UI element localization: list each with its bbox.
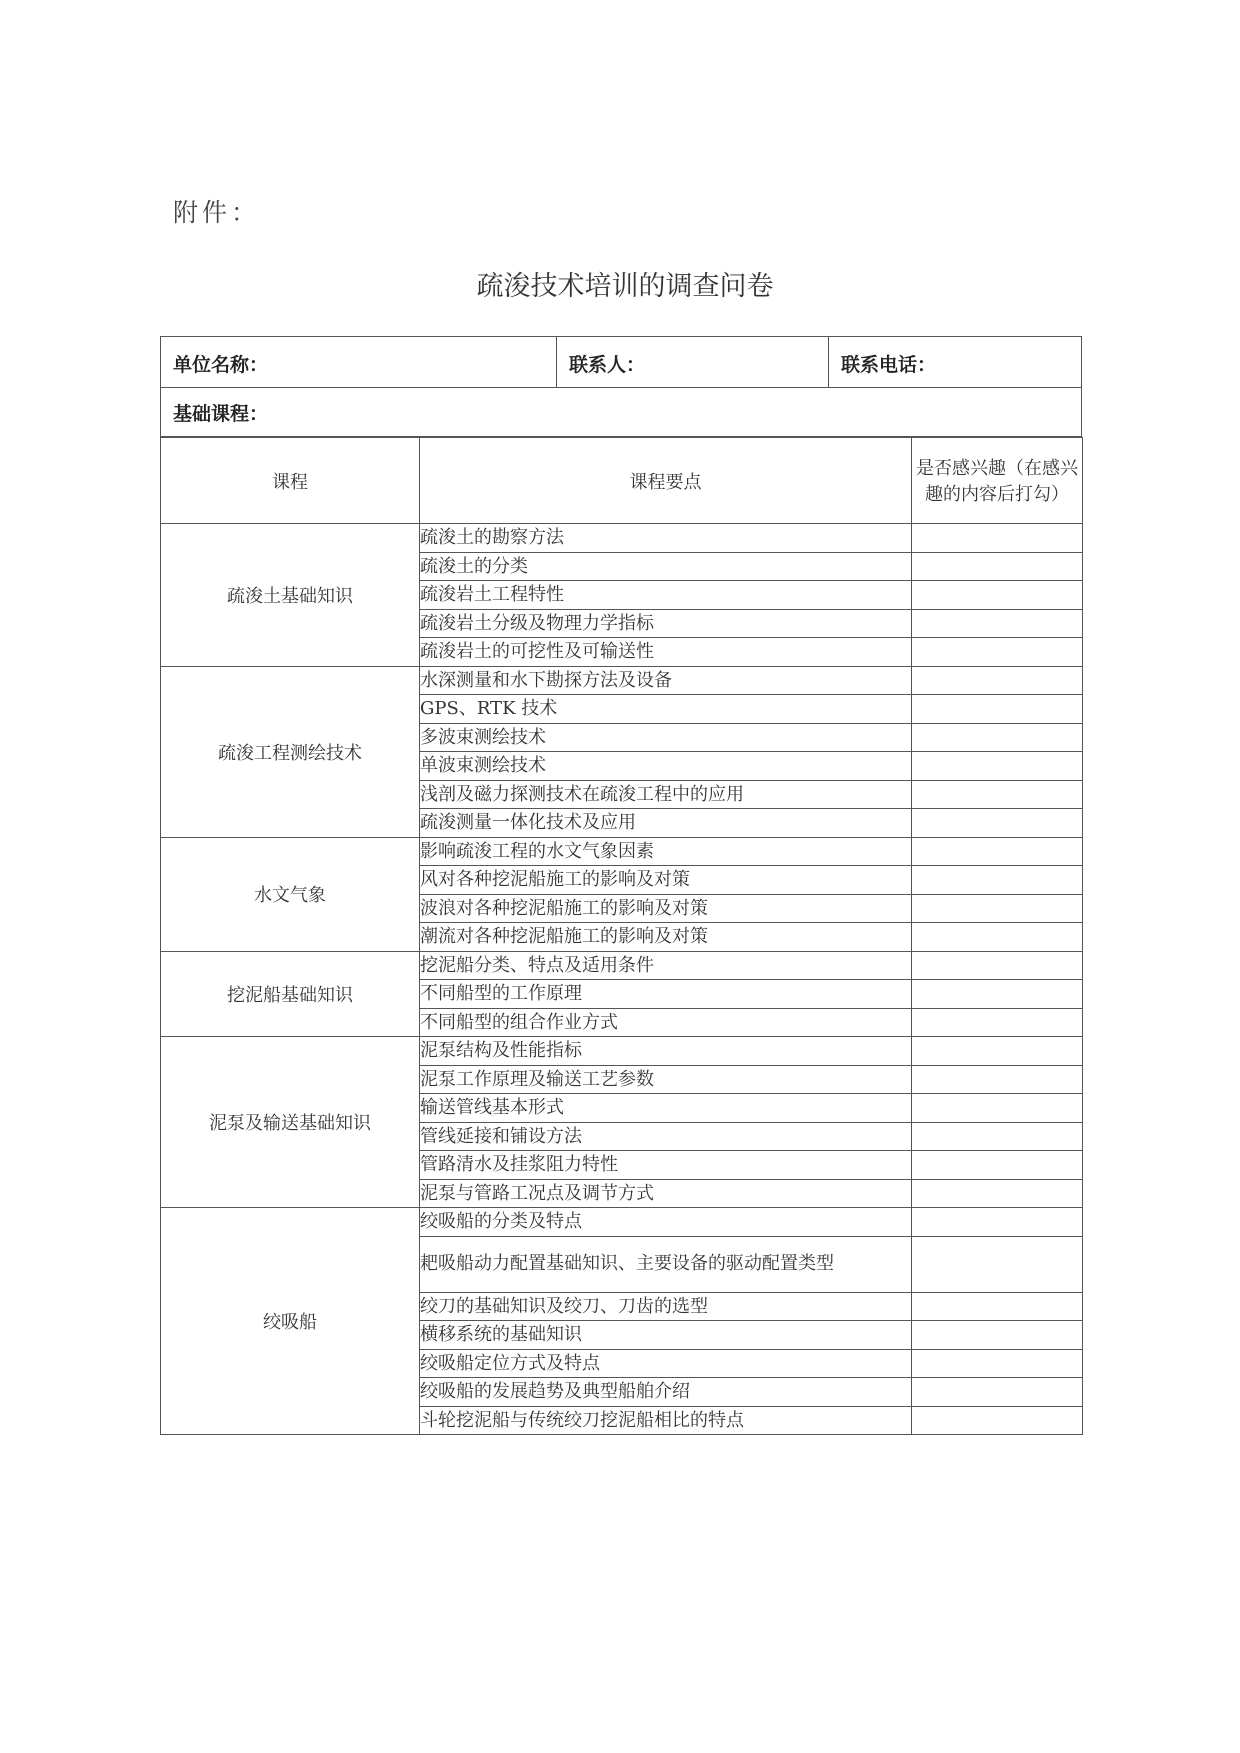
course-category: 疏浚工程测绘技术	[161, 666, 420, 837]
course-point: 风对各种挖泥船施工的影响及对策	[420, 866, 912, 895]
course-point: 潮流对各种挖泥船施工的影响及对策	[420, 923, 912, 952]
course-category: 泥泵及输送基础知识	[161, 1037, 420, 1208]
course-point: 横移系统的基础知识	[420, 1321, 912, 1350]
course-point: 绞刀的基础知识及绞刀、刀齿的选型	[420, 1292, 912, 1321]
interest-checkbox-cell[interactable]	[912, 866, 1083, 895]
interest-checkbox-cell[interactable]	[912, 1378, 1083, 1407]
interest-checkbox-cell[interactable]	[912, 1321, 1083, 1350]
attachment-label: 附件：	[173, 198, 261, 227]
interest-checkbox-cell[interactable]	[912, 695, 1083, 724]
course-point: 疏浚岩土分级及物理力学指标	[420, 609, 912, 638]
course-point: 耙吸船动力配置基础知识、主要设备的驱动配置类型	[420, 1236, 912, 1292]
course-category: 水文气象	[161, 837, 420, 951]
table-row	[161, 1037, 1083, 1066]
interest-checkbox-cell[interactable]	[912, 752, 1083, 781]
interest-checkbox-cell[interactable]	[912, 1094, 1083, 1123]
interest-checkbox-cell[interactable]	[912, 552, 1083, 581]
table-row	[161, 951, 1083, 980]
contact-info-row	[160, 336, 1082, 388]
course-point: 斗轮挖泥船与传统绞刀挖泥船相比的特点	[420, 1406, 912, 1435]
table-row	[161, 837, 1083, 866]
course-point: 绞吸船的发展趋势及典型船舶介绍	[420, 1378, 912, 1407]
course-point: 绞吸船定位方式及特点	[420, 1349, 912, 1378]
interest-checkbox-cell[interactable]	[912, 1236, 1083, 1292]
table-row	[161, 524, 1083, 553]
course-point: 影响疏浚工程的水文气象因素	[420, 837, 912, 866]
table-header-row	[161, 438, 1083, 524]
course-point: 疏浚岩土的可挖性及可输送性	[420, 638, 912, 667]
course-point: 绞吸船的分类及特点	[420, 1208, 912, 1237]
interest-checkbox-cell[interactable]	[912, 780, 1083, 809]
interest-checkbox-cell[interactable]	[912, 980, 1083, 1009]
course-category: 疏浚土基础知识	[161, 524, 420, 667]
interest-checkbox-cell[interactable]	[912, 666, 1083, 695]
interest-checkbox-cell[interactable]	[912, 837, 1083, 866]
course-point: 疏浚土的分类	[420, 552, 912, 581]
table-row	[161, 666, 1083, 695]
course-point: 疏浚土的勘察方法	[420, 524, 912, 553]
course-table	[160, 437, 1083, 1435]
course-point: 浅剖及磁力探测技术在疏浚工程中的应用	[420, 780, 912, 809]
course-point: 管路清水及挂浆阻力特性	[420, 1151, 912, 1180]
interest-checkbox-cell[interactable]	[912, 1292, 1083, 1321]
course-point: 疏浚岩土工程特性	[420, 581, 912, 610]
course-point: GPS、RTK 技术	[420, 695, 912, 724]
interest-checkbox-cell[interactable]	[912, 524, 1083, 553]
interest-checkbox-cell[interactable]	[912, 638, 1083, 667]
table-row	[161, 1208, 1083, 1237]
interest-checkbox-cell[interactable]	[912, 1179, 1083, 1208]
course-category: 绞吸船	[161, 1208, 420, 1435]
unit-name-field[interactable]: 单位名称：	[161, 337, 557, 387]
document-title: 疏浚技术培训的调查问卷	[476, 271, 774, 302]
header-interest: 是否感兴趣（在感兴趣的内容后打勾）	[912, 438, 1083, 524]
contact-person-field[interactable]: 联系人：	[557, 337, 829, 387]
interest-checkbox-cell[interactable]	[912, 1008, 1083, 1037]
course-point: 不同船型的工作原理	[420, 980, 912, 1009]
interest-checkbox-cell[interactable]	[912, 1151, 1083, 1180]
course-point: 单波束测绘技术	[420, 752, 912, 781]
interest-checkbox-cell[interactable]	[912, 723, 1083, 752]
course-point: 泥泵结构及性能指标	[420, 1037, 912, 1066]
course-point: 疏浚测量一体化技术及应用	[420, 809, 912, 838]
interest-checkbox-cell[interactable]	[912, 581, 1083, 610]
header-course: 课程	[161, 438, 420, 524]
course-point: 波浪对各种挖泥船施工的影响及对策	[420, 894, 912, 923]
contact-phone-field[interactable]: 联系电话：	[841, 354, 937, 376]
course-point: 多波束测绘技术	[420, 723, 912, 752]
course-point: 水深测量和水下勘探方法及设备	[420, 666, 912, 695]
interest-checkbox-cell[interactable]	[912, 894, 1083, 923]
course-category: 挖泥船基础知识	[161, 951, 420, 1037]
interest-checkbox-cell[interactable]	[912, 923, 1083, 952]
header-points: 课程要点	[420, 438, 912, 524]
interest-checkbox-cell[interactable]	[912, 1349, 1083, 1378]
interest-checkbox-cell[interactable]	[912, 951, 1083, 980]
interest-checkbox-cell[interactable]	[912, 1406, 1083, 1435]
interest-checkbox-cell[interactable]	[912, 1037, 1083, 1066]
course-point: 泥泵工作原理及输送工艺参数	[420, 1065, 912, 1094]
course-point: 不同船型的组合作业方式	[420, 1008, 912, 1037]
interest-checkbox-cell[interactable]	[912, 1122, 1083, 1151]
interest-checkbox-cell[interactable]	[912, 809, 1083, 838]
course-point: 泥泵与管路工况点及调节方式	[420, 1179, 912, 1208]
course-point: 挖泥船分类、特点及适用条件	[420, 951, 912, 980]
course-point: 输送管线基本形式	[420, 1094, 912, 1123]
interest-checkbox-cell[interactable]	[912, 1208, 1083, 1237]
interest-checkbox-cell[interactable]	[912, 1065, 1083, 1094]
course-table-body	[161, 524, 1083, 1435]
section-label-basic-courses: 基础课程：	[160, 387, 1082, 437]
course-point: 管线延接和铺设方法	[420, 1122, 912, 1151]
interest-checkbox-cell[interactable]	[912, 609, 1083, 638]
